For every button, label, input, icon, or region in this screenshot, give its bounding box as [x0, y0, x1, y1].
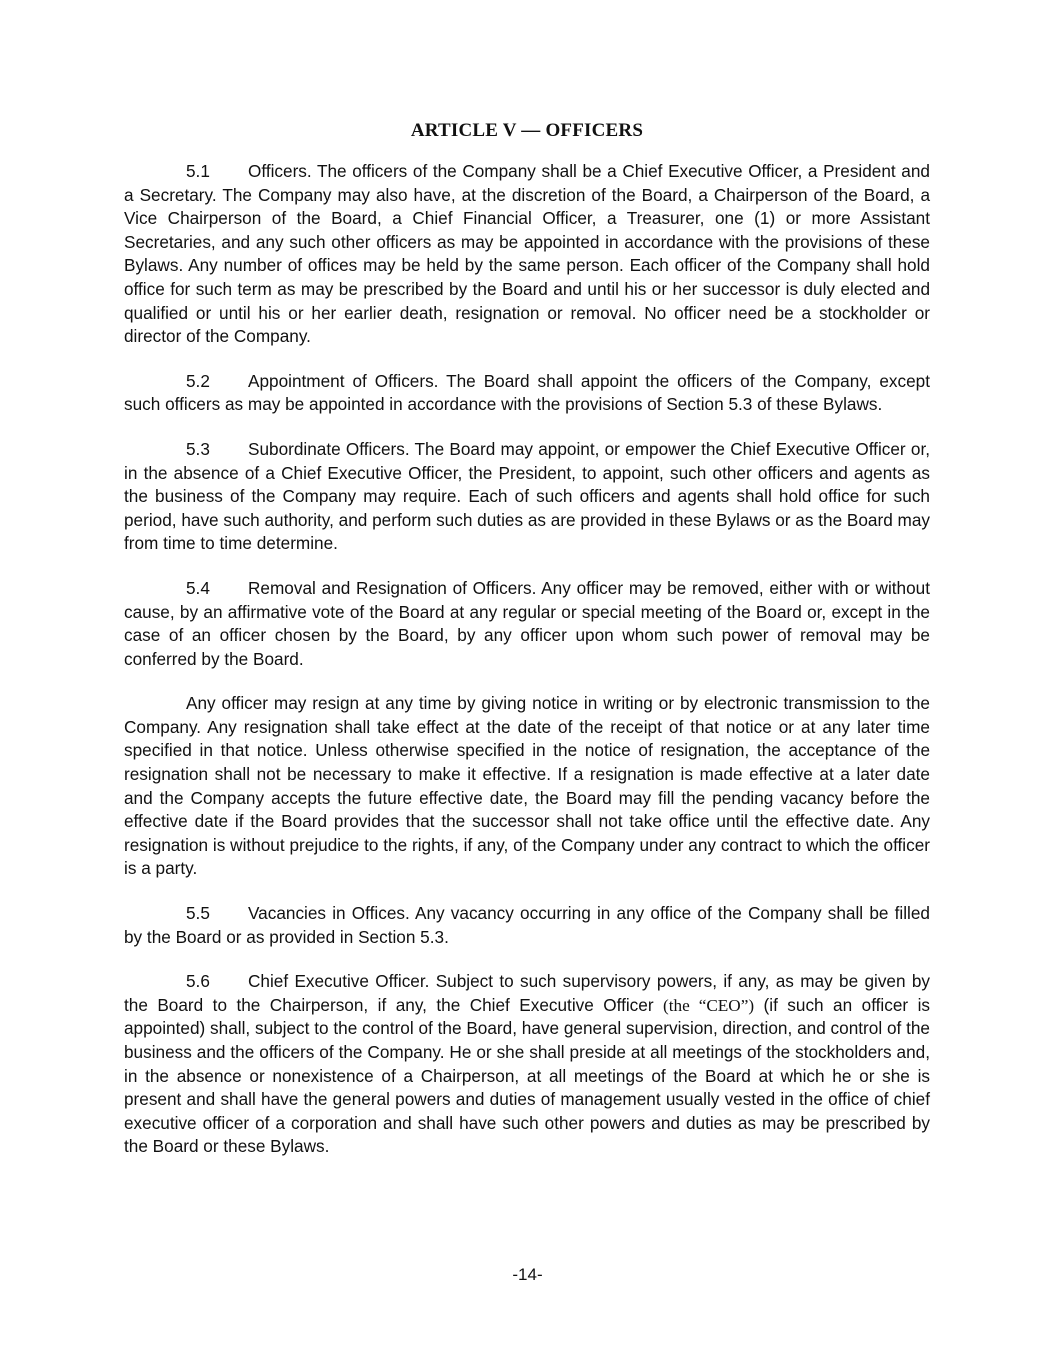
section-number: 5.4 [186, 577, 210, 598]
article-heading: ARTICLE V — OFFICERS [410, 120, 644, 141]
section-5-4 [124, 577, 930, 671]
section-5-1 [124, 160, 930, 349]
section-number: 5.6 [186, 971, 210, 992]
section-5-5 [124, 902, 930, 949]
page-number: -14- [512, 1265, 543, 1284]
section-text: Chief Executive Officer. Subject to such supervisory powers, if any, as may be given by the Board to the Chairperson, if any, the Chief Executive Officer [124, 971, 930, 1015]
document-page [124, 120, 930, 1180]
section-text: Officers. The officers of the Company shall be a Chief Executive Officer, a President and a Secretary. The Company may also have, at the discretion of the Board, a Chairperson of the Board, a Vice Chairperson of the Board, a Chief Financial Officer, a Treasurer, one (1) or more Assistant Secretaries, and any such other officers as may be appointed in accordance with the provisions of these Bylaws. Any number of offices may be held by the same person. Each officer of the Company shall hold office for such term as may be prescribed by the Board and until his or her successor is duly elected and qualified or until his or her earlier death, resignation or removal. No officer need be a stockholder or director of the Company. [124, 161, 930, 347]
defined-term-ceo: (the “CEO”) [663, 995, 755, 1015]
section-5-3 [124, 438, 930, 556]
section-text: Vacancies in Offices. Any vacancy occurring in any office of the Company shall be filled by the Board or as provided in Section 5.3. [124, 903, 930, 947]
section-number: 5.3 [186, 438, 210, 459]
section-text: Removal and Resignation of Officers. Any officer may be removed, either with or without cause, by an affirmative vote of the Board at any regular or special meeting of the Board or, except in the case of an officer chosen by the Board, by any officer upon whom such power of removal may be conferred by the Board. [124, 577, 930, 669]
section-5-4-resignation: Any officer may resign at any time by giving notice in writing or by electronic transmission to the Company. Any resignation shall take effect at the date of the receipt of that notice or at any later time specified in that notice. Unless otherwise specified in the notice of resignation, the acceptance of the resignation shall not be necessary to make it effective. If a resignation is made effective at a later date and the Company accepts the future effective date, the Board may fill the pending vacancy before the effective date if the Board provides that the successor shall not take office until the effective date. Any resignation is without prejudice to the rights, if any, of the Company under any contract to which the officer is a party. [124, 693, 930, 879]
section-5-2 [124, 370, 930, 417]
section-number: 5.2 [186, 370, 210, 391]
section-number: 5.1 [186, 161, 210, 181]
section-text: Appointment of Officers. The Board shall appoint the officers of the Company, except such officers as may be appointed in accordance with the provisions of Section 5.3 of these Bylaws. [124, 370, 930, 415]
section-number: 5.5 [186, 903, 210, 924]
section-text: Subordinate Officers. The Board may appoint, or empower the Chief Executive Officer or, in the absence of a Chief Executive Officer, the President, to appoint, such other officers and agents as the business of the Company may require. Each of such officers and agents shall hold office for such period, have such authority, and perform such duties as are provided in these Bylaws or as the Board may from time to time determine. [124, 438, 931, 554]
section-5-6 [124, 970, 930, 1159]
section-text-continued: (if such an officer is appointed) shall, subject to the control of the Board, have general supervision, direction, and control of the business and the officers of the Company. He or she shall preside at all meetings of the stockholders and, in the absence or nonexistence of a Chairperson, at all meetings of the Board at which he or she is present and shall have the general powers and duties of management usually vested in the office of chief executive officer of a corporation and shall have such other powers and duties as may be prescribed by the Board or these Bylaws. [124, 994, 930, 1157]
